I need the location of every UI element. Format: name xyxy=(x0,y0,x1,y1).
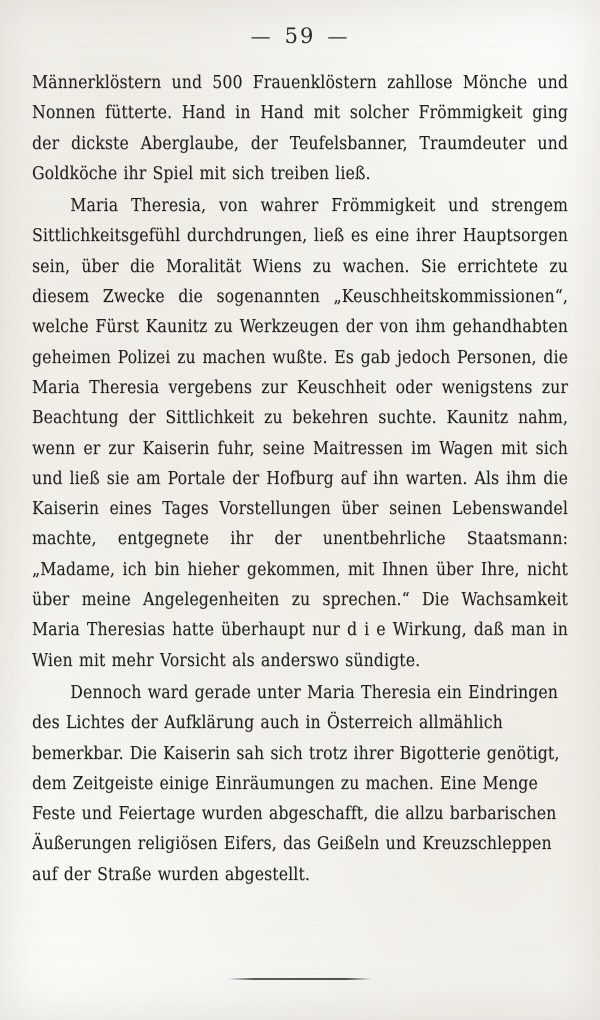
divider-rule xyxy=(228,978,372,980)
paragraph: Männerklöstern und 500 Frauenklöstern zahllose Mönche und Nonnen fütterte. Hand in Hand mit solcher Frömmigkeit ging der dickste Aberglaube, der Teufelsbanner, Traumdeuter und Goldköche ihr Spiel mit sich treiben ließ. xyxy=(32,73,568,184)
body-text-block xyxy=(32,68,568,890)
page-number: 59 xyxy=(284,23,316,48)
header-dash-right: — xyxy=(327,23,350,48)
header-dash-left: — xyxy=(250,23,273,48)
paragraph: Dennoch ward gerade unter Maria Theresia ein Eindringen des Lichtes der Aufklärung auch in Österreich allmählich bemerkbar. Die Kaiserin sah sich trotz ihrer Bigotterie genötigt, dem Zeitgeiste einige Einräumungen zu machen. Eine Menge Feste und Feiertage wurden abgeschafft, die allzu barbarischen Äußerungen religiösen Eifers, das Geißeln und Kreuzschleppen auf der Straße wurden abgestellt. xyxy=(32,682,560,885)
page-header xyxy=(0,22,600,48)
paragraph: Maria Theresia, von wahrer Frömmigkeit und strengem Sittlichkeitsgefühl durchdrungen, ließ es eine ihrer Hauptsorgen sein, über die Moralität Wiens zu wachen. Sie errichtete zu diesem Zwecke die sogenannten „Keuschheitskommissionen“, welche Fürst Kaunitz zu Werkzeugen der von ihm gehandhabten geheimen Polizei zu machen wußte. Es gab jedoch Personen, die Maria Theresia vergebens zur Keuschheit oder wenigstens zur Beachtung der Sittlichkeit zu bekehren suchte. Kaunitz nahm, wenn er zur Kaiserin fuhr, seine Maitressen im Wagen mit sich und ließ sie am Portale der Hofburg auf ihn warten. Als ihm die Kaiserin eines Tages Vorstellungen über seinen Lebenswandel machte, entgegnete ihr der unentbehrliche Staatsmann: „Madame, ich bin hieher gekommen, mit Ihnen über Ihre, nicht über meine Angelegenheiten zu sprechen.“ Die Wachsamkeit Maria Theresias hatte überhaupt nur d i e Wirkung, daß man in Wien mit mehr Vorsicht als anderswo sündigte. xyxy=(32,196,568,671)
